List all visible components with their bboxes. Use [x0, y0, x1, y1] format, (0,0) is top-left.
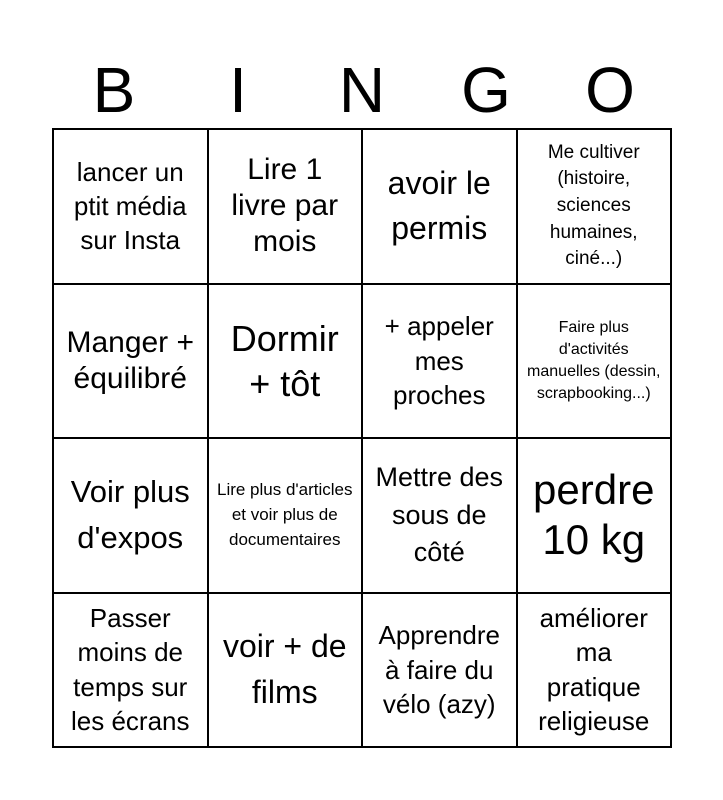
- cell-text: Manger + équilibré: [66, 325, 195, 395]
- cell-text: Voir plus d'expos: [70, 473, 190, 556]
- bingo-cell[interactable]: [54, 594, 209, 749]
- cell-text: Dormir + tôt: [230, 317, 339, 404]
- cell-text: Faire plus d'activités manuelles (dessin, scrapbooking...): [527, 318, 661, 402]
- bingo-cell[interactable]: [209, 285, 364, 440]
- header-letter-o: O: [585, 54, 635, 126]
- cell-text: perdre 10 kg: [533, 465, 655, 564]
- bingo-cell[interactable]: [54, 285, 209, 440]
- cell-text: Apprendre à faire du vélo (azy): [378, 620, 500, 719]
- bingo-cell[interactable]: [518, 130, 673, 285]
- cell-text: Mettre des sous de côté: [375, 462, 504, 567]
- cell-text: avoir le permis: [387, 164, 491, 247]
- bingo-cell[interactable]: [209, 594, 364, 749]
- bingo-cell[interactable]: [518, 594, 673, 749]
- cell-text: voir + de films: [222, 628, 347, 710]
- header-letter-n: N: [338, 54, 386, 126]
- header-letter-i: I: [229, 54, 247, 126]
- bingo-cell[interactable]: [518, 285, 673, 440]
- bingo-cell[interactable]: [363, 439, 518, 594]
- cell-text: Lire plus d'articles et voir plus de documentaires: [216, 480, 353, 549]
- cell-text: Me cultiver (histoire, sciences humaines, ciné...): [547, 141, 640, 270]
- cell-text: lancer un ptit média sur Insta: [73, 156, 187, 256]
- bingo-cell[interactable]: [209, 130, 364, 285]
- bingo-cell[interactable]: [54, 130, 209, 285]
- bingo-cell[interactable]: [518, 439, 673, 594]
- cell-text: + appeler mes proches: [384, 311, 494, 410]
- bingo-cell[interactable]: [209, 439, 364, 594]
- cell-text: Lire 1 livre par mois: [231, 153, 339, 259]
- cell-text: Passer moins de temps sur les écrans: [71, 603, 190, 737]
- bingo-cell[interactable]: [363, 285, 518, 440]
- bingo-cell[interactable]: [363, 594, 518, 749]
- cell-text: améliorer ma pratique religieuse: [538, 603, 650, 737]
- header-letter-b: B: [92, 54, 136, 126]
- header-letter-g: G: [461, 54, 511, 126]
- bingo-cell[interactable]: [363, 130, 518, 285]
- bingo-header: [52, 52, 672, 128]
- bingo-grid: [52, 128, 672, 748]
- bingo-cell[interactable]: [54, 439, 209, 594]
